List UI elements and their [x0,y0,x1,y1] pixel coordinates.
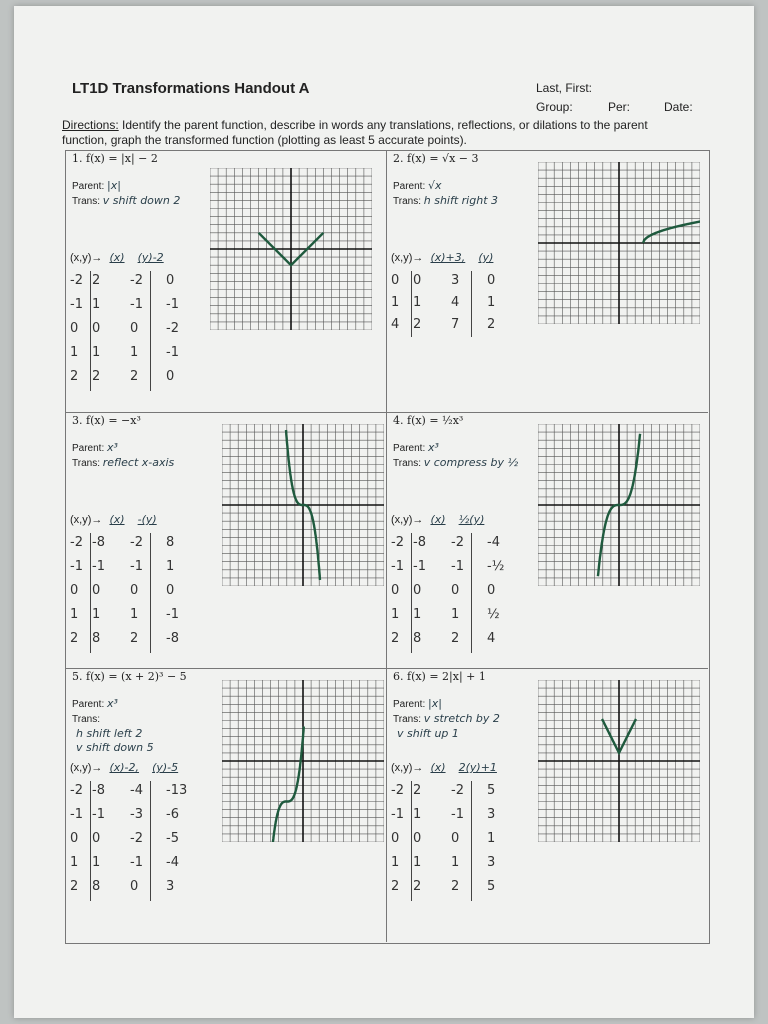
table-cell: 4 [487,631,496,646]
table-cell: 1 [92,297,101,312]
directions [62,118,692,148]
parent-value: √x [428,179,442,192]
table-divider [90,533,91,653]
table-cell: -1 [166,607,179,622]
table-cell: 2 [70,631,79,646]
page-title: LT1D Transformations Handout A [72,80,310,97]
table-cell: 0 [166,369,175,384]
table-cell: 1 [451,855,460,870]
table-cell: 8 [92,631,101,646]
parent-label: Parent: [72,699,105,710]
table-cell: 0 [130,879,139,894]
parent-row [393,179,442,192]
parent-value: |x| [428,697,442,710]
table-cell: 2 [413,783,422,798]
table-cell: 1 [92,855,101,870]
table-divider [90,781,91,901]
table-divider [411,271,412,337]
table-cell: 2 [130,369,139,384]
table-divider [411,781,412,901]
x-rule: (x)-2, [109,761,140,774]
table-cell: 2 [487,317,496,332]
trans-value: h shift right 3 [423,194,498,207]
table-cell: 7 [451,317,460,332]
x-rule: (x) [109,251,125,264]
table-cell: 2 [92,369,101,384]
function-label: 5. f(x) = (x + 2)³ − 5 [72,670,187,683]
table-cell: -3 [130,807,143,822]
table-cell: -4 [130,783,143,798]
trans-label: Trans: [72,714,100,725]
table-cell: -5 [166,831,179,846]
table-cell: -½ [487,559,505,574]
trans-label: Trans: [393,458,421,469]
table-cell: 1 [166,559,175,574]
directions-text: Identify the parent function, describe in words any translations, reflections, or dilations to the parent function, graph the transformed function (plotting as least 5 accurate points). [62,118,648,147]
table-cell: 8 [413,631,422,646]
table-cell: 1 [413,295,422,310]
table-divider [411,533,412,653]
table-cell: 1 [92,607,101,622]
table-cell: 1 [130,607,139,622]
table-cell: -2 [391,783,404,798]
table-cell: 2 [130,631,139,646]
x-rule: (x) [430,513,446,526]
table-header [70,761,178,774]
parent-label: Parent: [393,699,426,710]
trans-label: Trans: [72,196,100,207]
table-cell: -8 [92,535,105,550]
table-cell: 0 [413,831,422,846]
table-header [391,251,493,264]
mapping-label: (x,y)→ [70,252,103,264]
table-cell: -1 [70,559,83,574]
date-field-label: Date: [664,100,693,114]
table-cell: 8 [92,879,101,894]
table-header [391,761,497,774]
table-cell: 0 [413,273,422,288]
coordinate-grid-4 [538,424,700,591]
parent-label: Parent: [393,443,426,454]
directions-label: Directions: [62,118,119,132]
table-cell: 0 [487,583,496,598]
table-cell: 1 [70,345,79,360]
table-cell: -1 [391,559,404,574]
table-cell: 1 [92,345,101,360]
table-cell: -2 [70,273,83,288]
parent-value: x³ [107,697,118,710]
parent-label: Parent: [393,181,426,192]
trans-row [72,456,174,469]
table-divider [471,533,472,653]
parent-value: x³ [428,441,439,454]
trans-row [72,712,100,725]
table-cell: 2 [70,879,79,894]
group-field-label: Group: [536,100,573,114]
table-cell: -1 [70,297,83,312]
coordinate-grid-3 [222,424,384,591]
trans-line: v shift up 1 [397,727,459,740]
trans-row [393,712,500,725]
parent-row [393,697,442,710]
parent-label: Parent: [72,443,105,454]
table-cell: -8 [166,631,179,646]
trans-line: h shift left 2 [76,727,143,740]
period-field-label: Per: [608,100,631,114]
table-divider [471,271,472,337]
table-cell: 2 [70,369,79,384]
table-cell: -8 [413,535,426,550]
table-cell: 2 [391,631,400,646]
x-rule: (x) [109,513,125,526]
table-cell: 0 [70,321,79,336]
table-cell: -2 [130,535,143,550]
trans-line: v shift down 5 [76,741,154,754]
table-cell: 3 [487,807,496,822]
table-divider [150,781,151,901]
mapping-label: (x,y)→ [70,762,103,774]
table-cell: -1 [130,297,143,312]
table-cell: 0 [166,583,175,598]
table-cell: 0 [70,583,79,598]
table-cell: 0 [391,273,400,288]
table-cell: 0 [70,831,79,846]
table-cell: 8 [166,535,175,550]
function-label: 3. f(x) = −x³ [72,414,141,427]
trans-row [393,456,518,469]
coordinate-grid-6 [538,680,700,847]
table-cell: 1 [487,831,496,846]
table-divider [471,781,472,901]
coordinate-grid-2 [538,162,700,329]
table-cell: 0 [130,321,139,336]
table-cell: -2 [391,535,404,550]
table-cell: -4 [487,535,500,550]
x-rule: (x) [430,761,446,774]
trans-label: Trans: [393,714,421,725]
table-cell: 2 [413,317,422,332]
table-cell: -1 [451,807,464,822]
table-cell: 0 [92,831,101,846]
coordinate-grid-1 [210,168,372,335]
mapping-label: (x,y)→ [391,252,424,264]
parent-row [72,697,118,710]
table-cell: 0 [130,583,139,598]
table-header [391,513,484,526]
table-cell: 1 [391,295,400,310]
trans-value: v shift down 2 [102,194,181,207]
table-cell: 4 [451,295,460,310]
y-rule: (y)-2 [137,251,164,264]
table-cell: 1 [70,607,79,622]
table-cell: 1 [451,607,460,622]
table-cell: -6 [166,807,179,822]
table-cell: 0 [413,583,422,598]
trans-row [393,194,498,207]
table-cell: 1 [413,607,422,622]
table-cell: 2 [391,879,400,894]
table-cell: -13 [166,783,188,798]
parent-value: |x| [107,179,121,192]
name-field-label: Last, First: [536,81,593,95]
table-cell: -1 [130,855,143,870]
table-cell: -2 [130,273,143,288]
table-divider [90,271,91,391]
y-rule: (y) [478,251,494,264]
y-rule: 2(y)+1 [458,761,497,774]
table-cell: 0 [92,583,101,598]
table-cell: 3 [451,273,460,288]
table-cell: 2 [451,879,460,894]
table-cell: 2 [413,879,422,894]
table-cell: -1 [451,559,464,574]
table-cell: -8 [92,783,105,798]
table-divider [150,533,151,653]
table-cell: 5 [487,879,496,894]
table-cell: 1 [487,295,496,310]
table-cell: 1 [70,855,79,870]
coordinate-grid-5 [222,680,384,847]
table-cell: ½ [487,607,500,622]
mapping-label: (x,y)→ [391,762,424,774]
table-cell: 0 [391,831,400,846]
y-rule: ½(y) [458,513,485,526]
table-cell: 1 [413,807,422,822]
table-cell: 0 [487,273,496,288]
table-cell: -1 [166,345,179,360]
table-cell: 3 [166,879,175,894]
table-cell: 5 [487,783,496,798]
parent-row [72,179,121,192]
table-cell: 4 [391,317,400,332]
table-cell: -1 [166,297,179,312]
table-cell: -2 [70,535,83,550]
table-cell: 0 [391,583,400,598]
function-label: 2. f(x) = √x − 3 [393,152,479,165]
trans-row [72,194,180,207]
mapping-label: (x,y)→ [70,514,103,526]
table-cell: -1 [92,559,105,574]
trans-value: v compress by ½ [423,456,519,469]
trans-label: Trans: [72,458,100,469]
table-cell: 0 [451,583,460,598]
table-cell: -1 [92,807,105,822]
parent-row [393,441,439,454]
table-cell: -4 [166,855,179,870]
table-header [70,251,164,264]
trans-value: reflect x-axis [102,456,175,469]
x-rule: (x)+3, [430,251,466,264]
table-cell: -2 [451,535,464,550]
table-cell: -1 [130,559,143,574]
parent-row [72,441,118,454]
table-header [70,513,157,526]
table-cell: -2 [451,783,464,798]
y-rule: -(y) [137,513,157,526]
function-label: 6. f(x) = 2|x| + 1 [393,670,486,683]
mapping-label: (x,y)→ [391,514,424,526]
table-cell: 0 [92,321,101,336]
function-label: 1. f(x) = |x| − 2 [72,152,158,165]
table-cell: 0 [451,831,460,846]
table-cell: -2 [130,831,143,846]
table-cell: 1 [130,345,139,360]
table-cell: 3 [487,855,496,870]
parent-value: x³ [107,441,118,454]
y-rule: (y)-5 [152,761,179,774]
function-label: 4. f(x) = ½x³ [393,414,464,427]
table-cell: 0 [166,273,175,288]
table-cell: 1 [391,607,400,622]
parent-label: Parent: [72,181,105,192]
table-divider [150,271,151,391]
table-cell: 1 [413,855,422,870]
table-cell: 2 [451,631,460,646]
table-cell: 2 [92,273,101,288]
table-cell: -1 [413,559,426,574]
table-cell: -1 [70,807,83,822]
trans-label: Trans: [393,196,421,207]
table-cell: -2 [70,783,83,798]
table-cell: -1 [391,807,404,822]
trans-value: v stretch by 2 [423,712,500,725]
table-cell: -2 [166,321,179,336]
table-cell: 1 [391,855,400,870]
